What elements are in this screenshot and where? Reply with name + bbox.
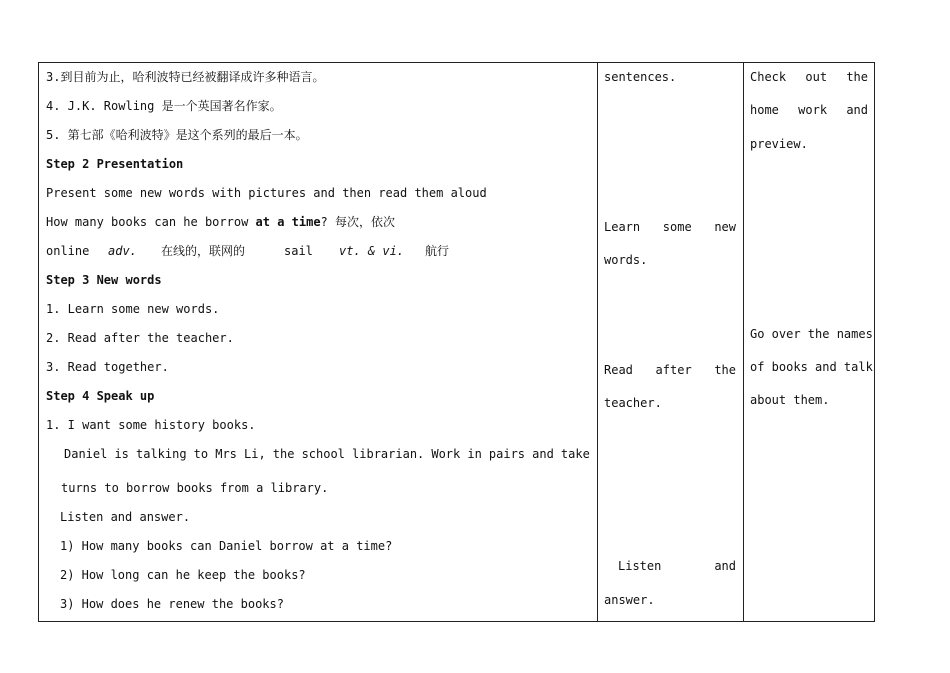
- sentence-5: 5. 第七部《哈利波特》是这个系列的最后一本。: [46, 128, 308, 142]
- dialog-word: Daniel: [64, 447, 108, 461]
- home-line: [750, 103, 868, 117]
- vocab-word-sail: sail: [284, 244, 313, 258]
- step-3-heading: Step 3 New words: [46, 273, 162, 287]
- learn-word: Learn: [604, 220, 641, 234]
- sentence-4: 4. J.K. Rowling 是一个英国著名作家。: [46, 99, 282, 113]
- read-word: Read: [604, 363, 633, 377]
- borrow-suffix: ? 每次，依次: [320, 215, 395, 229]
- dialog-word: take: [560, 447, 590, 461]
- presentation-text: Present some new words with pictures and then read them aloud: [46, 186, 487, 200]
- purpose-column: [743, 63, 874, 621]
- home-word: work: [798, 103, 828, 117]
- dialog-word: librarian.: [352, 447, 425, 461]
- listen-line-2: answer.: [604, 593, 655, 607]
- dialog-word: is: [114, 447, 129, 461]
- dialog-word: talking: [136, 447, 187, 461]
- speak-up-1: 1. I want some history books.: [46, 418, 256, 432]
- dialog-word: and: [532, 447, 554, 461]
- step-2-heading: Step 2 Presentation: [46, 157, 184, 171]
- listen-answer: Listen and answer.: [60, 510, 191, 524]
- go-over-text: Go over the names: [750, 327, 873, 341]
- dialog-word: Mrs: [215, 447, 237, 461]
- home-word: and: [846, 103, 868, 117]
- vocab-pos-adv: adv.: [108, 244, 137, 258]
- read-word: the: [714, 363, 736, 377]
- about-text: about them.: [750, 393, 830, 407]
- learn-line-2: words.: [604, 253, 648, 267]
- dialog-word: Li,: [244, 447, 266, 461]
- borrow-question: [46, 215, 395, 229]
- dialog-word: in: [467, 447, 482, 461]
- vocab-word-online: online: [46, 244, 90, 258]
- dialog-word: school: [301, 447, 345, 461]
- vocab-meaning-sail: 航行: [425, 244, 450, 258]
- question-2: 2) How long can he keep the books?: [60, 568, 306, 582]
- dialog-line: [64, 447, 590, 461]
- procedure-column: [39, 63, 597, 621]
- question-1: 1) How many books can Daniel borrow at a time?: [60, 539, 393, 553]
- sentences-text: sentences.: [604, 70, 677, 84]
- check-word: Check: [750, 70, 787, 84]
- check-word: the: [846, 70, 868, 84]
- dialog-word: to: [193, 447, 209, 461]
- dialog-line-2: turns to borrow books from a library.: [61, 481, 329, 495]
- lesson-table: [38, 62, 875, 622]
- dialog-word: the: [272, 447, 295, 461]
- listen-word: Listen: [618, 559, 662, 573]
- new-words-2: 2. Read after the teacher.: [46, 331, 234, 345]
- borrow-bold: at a time: [255, 215, 321, 229]
- check-line: [750, 70, 868, 84]
- check-word: out: [805, 70, 828, 84]
- step-4-heading: Step 4 Speak up: [46, 389, 155, 403]
- vocab-pos-vt: vt. & vi.: [339, 244, 405, 258]
- dialog-word: pairs: [488, 447, 526, 461]
- learn-line: [604, 220, 736, 234]
- new-words-1: 1. Learn some new words.: [46, 302, 220, 316]
- read-line-2: teacher.: [604, 396, 662, 410]
- of-books-text: of books and talk: [750, 360, 873, 374]
- listen-word: and: [714, 559, 736, 573]
- learn-word: some: [662, 220, 692, 234]
- new-words-3: 3. Read together.: [46, 360, 169, 374]
- read-line: [604, 363, 736, 377]
- preview-text: preview.: [750, 137, 808, 151]
- student-activity-column: [597, 63, 743, 621]
- question-3: 3) How does he renew the books?: [60, 597, 284, 611]
- learn-word: new: [714, 220, 736, 234]
- read-word: after: [655, 363, 692, 377]
- borrow-prefix: How many books can he borrow: [46, 215, 256, 229]
- sentence-3: 3.到目前为止，哈利波特已经被翻译成许多种语言。: [46, 70, 325, 84]
- vocab-meaning-online: 在线的，联网的: [161, 244, 246, 258]
- home-word: home: [750, 103, 779, 117]
- listen-line: [618, 559, 736, 573]
- dialog-word: Work: [431, 447, 461, 461]
